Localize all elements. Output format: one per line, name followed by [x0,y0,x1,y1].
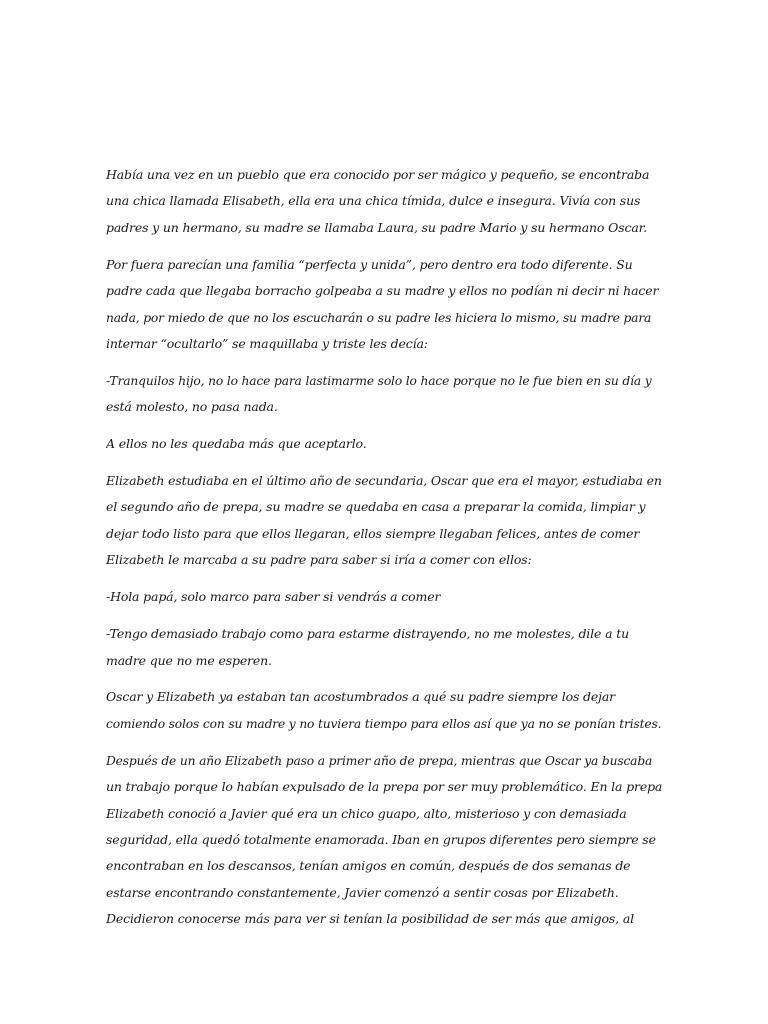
text-line: Elizabeth le marcaba a su padre para saber si iría a comer con ellos: [106,552,532,568]
text-line: Después de un año Elizabeth paso a primer año de prepa, mientras que Oscar ya buscaba [106,753,653,768]
text-line: Elizabeth estudiaba en el último año de secundaria, Oscar que era el mayor, estudiaba en [106,473,662,489]
paragraph [106,468,662,574]
paragraph [106,621,662,674]
text-line: madre que no me esperen. [106,652,272,668]
paragraph [106,162,662,241]
text-line: -Tranquilos hijo, no lo hace para lastimarme solo lo hace porque no le fue bien en su día y [106,373,652,388]
paragraph [106,431,662,457]
document-body [106,162,662,943]
text-line: un trabajo porque lo habían expulsado de la prepa por ser muy problemático. En la prepa [106,779,662,795]
text-line: el segundo año de prepa, su madre se quedaba en casa a preparar la comida, limpiar y [106,499,646,515]
paragraph [106,684,662,737]
text-line: -Tengo demasiado trabajo como para estarme distrayendo, no me molestes, dile a tu [106,626,629,642]
text-line: una chica llamada Elisabeth, ella era una chica tímida, dulce e insegura. Vivía con sus [106,193,641,209]
text-line: padre cada que llegaba borracho golpeaba a su madre y ellos no podían ni decir ni hacer [106,283,659,299]
text-line: padres y un hermano, su madre se llamaba Laura, su padre Mario y su hermano Oscar. [106,219,647,235]
text-line: estarse encontrando constantemente, Javier comenzó a sentir cosas por Elizabeth. [106,884,619,900]
text-line: -Hola papá, solo marco para saber si vendrás a comer [106,589,441,605]
text-line: nada, por miedo de que no los escucharán o su padre les hiciera lo mismo, su madre para [106,310,652,325]
paragraph [106,584,662,610]
text-line: Había una vez en un pueblo que era conocido por ser mágico y pequeño, se encontraba [106,167,650,182]
paragraph [106,252,662,358]
text-line: dejar todo listo para que ellos llegaran, ellos siempre llegaban felices, antes de comer [106,525,640,541]
text-line: Oscar y Elizabeth ya estaban tan acostumbrados a qué su padre siempre los dejar [106,689,615,705]
text-line: Por fuera parecían una familia “perfecta y unida”, pero dentro era todo diferente. Su [106,256,633,272]
text-line: Decidieron conocerse más para ver si tenían la posibilidad de ser más que amigos, al [106,911,634,927]
paragraph [106,368,662,421]
text-line: encontraban en los descansos, tenían amigos en común, después de dos semanas de [106,858,631,874]
paragraph [106,748,662,933]
text-line: está molesto, no pasa nada. [106,399,278,415]
text-line: seguridad, ella quedó totalmente enamorada. Iban en grupos diferentes pero siempre se [106,831,656,847]
text-line: Elizabeth conoció a Javier qué era un chico guapo, alto, misterioso y con demasiada [106,805,627,821]
text-line: A ellos no les quedaba más que aceptarlo. [106,436,367,452]
text-line: internar “ocultarlo” se maquillaba y triste les decía: [106,335,428,351]
text-line: comiendo solos con su madre y no tuviera tiempo para ellos así que ya no se ponían tristes. [106,716,662,731]
